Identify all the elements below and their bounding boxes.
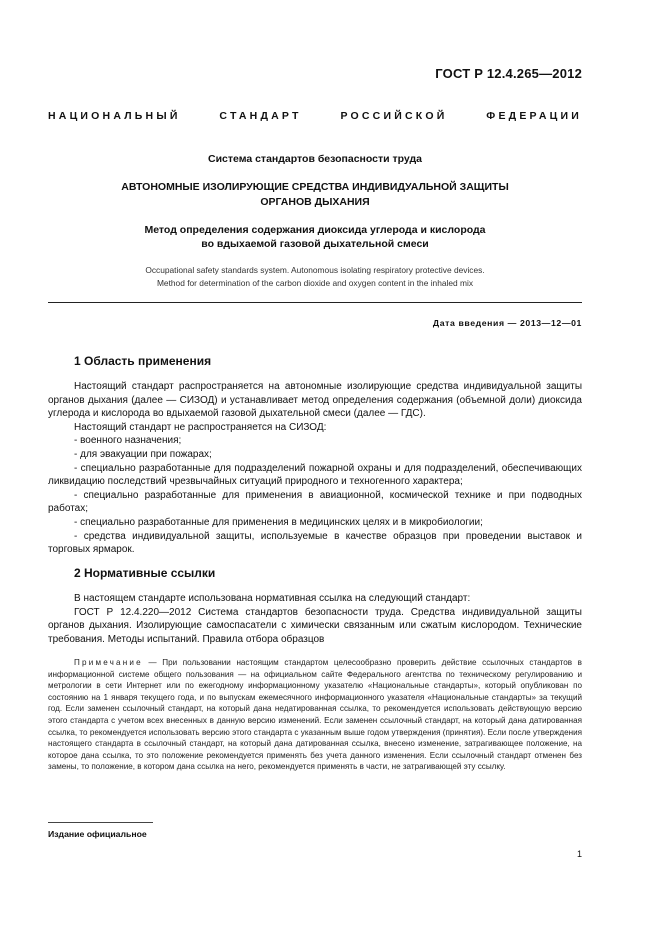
method-title-line: Метод определения содержания диоксида углерода и кислорода <box>144 224 486 236</box>
note-text: — При пользовании настоящим стандартом целесообразно проверить действие ссылочных стандартов в информационной системе общего пользования — на официальном сайте Федерального агентства по техническому регулированию и метрологии в сети Интернет или по ежегодному информационному указателю «Национальные стандарты», который опубликован по состоянию на 1 января текущего года, и по выпускам ежемесячного информационного указателя «Национальные стандарты» за текущий год. Если заменен ссылочный стандарт, на который дана недатированная ссылка, то рекомендуется использовать действующую версию этого стандарта с учетом всех внесенных в данную версию изменений. Если заменен ссылочный стандарт, на который дана датированная ссылка, то рекомендуется использовать версию этого стандарта с указанным выше годом утверждения (принятия). Если после утверждения настоящего стандарта в ссылочный стандарт, на который дана датированная ссылка, внесено изменение, затрагивающее положение, на которое дана ссылка, то это положение рекомендуется применять без учета данного изменения. Если ссылочный стандарт отменен без замены, то положение, в котором дана ссылка на него, рекомендуется применять в части, не затрагивающей эту ссылку. <box>48 658 582 772</box>
gost-code: ГОСТ Р 12.4.265—2012 <box>435 66 582 81</box>
list-item: - специально разработанные для применения в медицинских целях и в микробиологии; <box>74 516 483 528</box>
banner-word: РОССИЙСКОЙ <box>340 110 448 122</box>
method-title-line: во вдыхаемой газовой дыхательной смеси <box>201 238 429 250</box>
list-item: - для эвакуации при пожарах; <box>74 448 212 460</box>
section-2-heading: 2 Нормативные ссылки <box>74 566 216 580</box>
banner-word: СТАНДАРТ <box>219 110 302 122</box>
page-number: 1 <box>576 849 582 859</box>
introduction-date: Дата введения — 2013—12—01 <box>432 318 582 328</box>
edition-label: Издание официальное <box>48 829 147 839</box>
banner-word: ФЕДЕРАЦИИ <box>486 110 582 122</box>
paragraph: В настоящем стандарте использована нормативная ссылка на следующий стандарт: <box>74 593 471 604</box>
main-title-line: ОРГАНОВ ДЫХАНИЯ <box>260 196 370 208</box>
main-title <box>48 180 582 210</box>
note-block <box>48 657 582 773</box>
method-title <box>48 223 582 251</box>
title-divider <box>48 302 582 303</box>
list-item: - военного назначения; <box>74 435 182 447</box>
footer-divider <box>48 822 153 823</box>
paragraph: Настоящий стандарт не распространяется на СИЗОД: <box>74 421 327 433</box>
banner-word: НАЦИОНАЛЬНЫЙ <box>48 110 181 122</box>
english-title <box>48 264 582 290</box>
section-1-heading: 1 Область применения <box>74 354 212 368</box>
section-1-body <box>48 380 582 557</box>
note-label: Примечание <box>74 658 143 667</box>
section-2-body <box>48 592 582 646</box>
paragraph: Настоящий стандарт распространяется на автономные изолирующие средства индивидуальной защиты органов дыхания (далее — СИЗОД) и устанавливает метод определения содержания (объемной доли) диоксида углерода и кислорода во вдыхаемой газовой дыхательной смеси (далее — ГДС). <box>48 381 582 420</box>
paragraph: ГОСТ Р 12.4.220—2012 Система стандартов безопасности труда. Средства индивидуальной защиты органов дыхания. Изолирующие самоспасатели с химически связанным или сжатым кислородом. Технические требования. Методы испытаний. Правила отбора образцов <box>48 606 582 645</box>
list-item: - средства индивидуальной защиты, используемые в качестве образцов при проведении выставок и торговых ярмарок. <box>48 530 582 556</box>
list-item: - специально разработанные для подразделений пожарной охраны и для подразделений, обеспечивающих ликвидацию последствий чрезвычайных ситуаций природного и техногенного характера; <box>48 462 582 488</box>
english-title-line: Method for determination of the carbon dioxide and oxygen content in the inhaled mix <box>156 278 474 288</box>
national-standard-banner <box>48 110 582 122</box>
series-title: Система стандартов безопасности труда <box>207 153 423 165</box>
main-title-line: АВТОНОМНЫЕ ИЗОЛИРУЮЩИЕ СРЕДСТВА ИНДИВИДУАЛЬНОЙ ЗАЩИТЫ <box>121 181 509 193</box>
english-title-line: Occupational safety standards system. Autonomous isolating respiratory protective devices. <box>145 265 485 275</box>
list-item: - специально разработанные для применения в авиационной, космической технике и при подводных работах; <box>48 489 582 515</box>
note-paragraph <box>48 657 582 773</box>
